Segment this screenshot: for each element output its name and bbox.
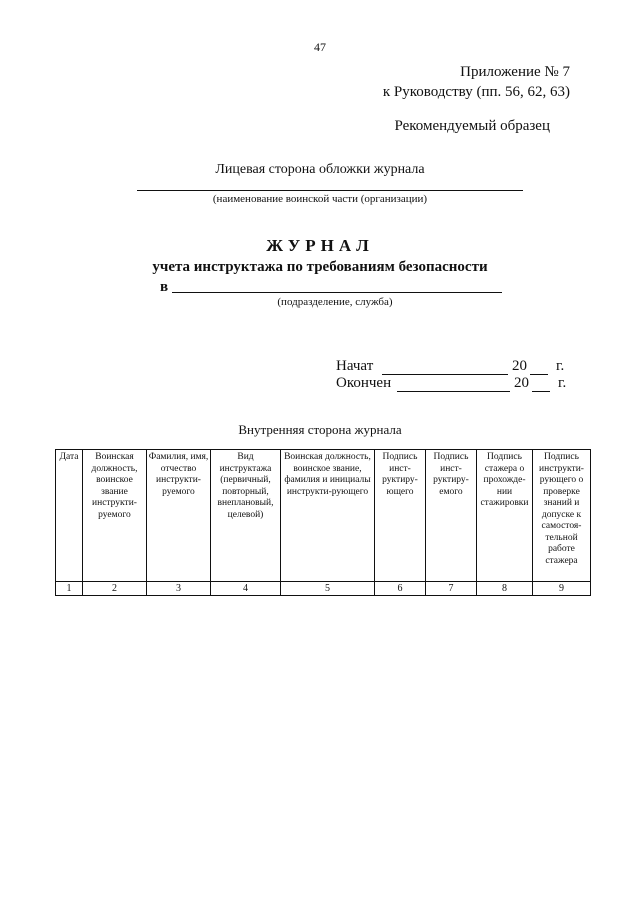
date-started-year-blank [530, 360, 548, 375]
date-finished-year: 20 [514, 375, 529, 391]
date-finished-suffix: г. [558, 375, 567, 391]
subdivision-line [172, 292, 502, 293]
date-finished-label: Окончен [336, 375, 392, 391]
unit-name-line [137, 190, 523, 191]
subdivision-caption: (подразделение, служба) [277, 296, 393, 308]
column-number: 8 [477, 582, 533, 596]
column-number: 2 [83, 582, 147, 596]
table-header-row [56, 450, 591, 582]
column-number: 9 [533, 582, 591, 596]
column-number: 7 [426, 582, 477, 596]
column-header: Фамилия, имя, отчество инструкти-руемого [147, 450, 211, 582]
date-finished-year-blank [532, 377, 550, 392]
column-number: 4 [211, 582, 281, 596]
column-number: 5 [281, 582, 375, 596]
column-header: Воинская должность, воинское звание инструкти-руемого [83, 450, 147, 582]
date-started-label: Начат [336, 358, 374, 374]
date-started-suffix: г. [556, 358, 565, 374]
date-started-blank [382, 360, 508, 375]
page-number: 47 [314, 40, 326, 54]
date-finished-blank [397, 377, 510, 392]
cover-front-heading: Лицевая сторона обложки журнала [215, 162, 425, 177]
column-header: Дата [56, 450, 83, 582]
column-header: Подпись инструкти-рующего о проверке знаний и допуске к самостоя-тельной работе стажера [533, 450, 591, 582]
column-number: 3 [147, 582, 211, 596]
column-number: 1 [56, 582, 83, 596]
appendix-title: Приложение № 7 [460, 64, 570, 80]
journal-table [55, 449, 591, 596]
journal-title: ЖУРНАЛ [266, 236, 374, 255]
unit-name-caption: (наименование воинской части (организации) [212, 193, 428, 205]
column-header: Подпись стажера о прохожде-нии стажировки [477, 450, 533, 582]
column-header: Вид инструктажа (первичный, повторный, внеплановый, целевой) [211, 450, 281, 582]
table-number-row [56, 582, 591, 596]
column-header: Подпись инст-руктиру-ющего [375, 450, 426, 582]
inner-side-heading: Внутренняя сторона журнала [238, 422, 402, 437]
column-number: 6 [375, 582, 426, 596]
date-started-year: 20 [512, 358, 527, 374]
column-header: Подпись инст-руктиру-емого [426, 450, 477, 582]
subdivision-prefix: в [160, 279, 169, 295]
appendix-block [310, 62, 570, 102]
recommended-sample-label: Рекомендуемый образец [394, 118, 550, 134]
appendix-reference: к Руководству (пп. 56, 62, 63) [382, 84, 570, 100]
column-header: Воинская должность, воинское звание, фамилия и инициалы инструкти-рующего [281, 450, 375, 582]
journal-subtitle: учета инструктажа по требованиям безопасности [152, 259, 488, 275]
